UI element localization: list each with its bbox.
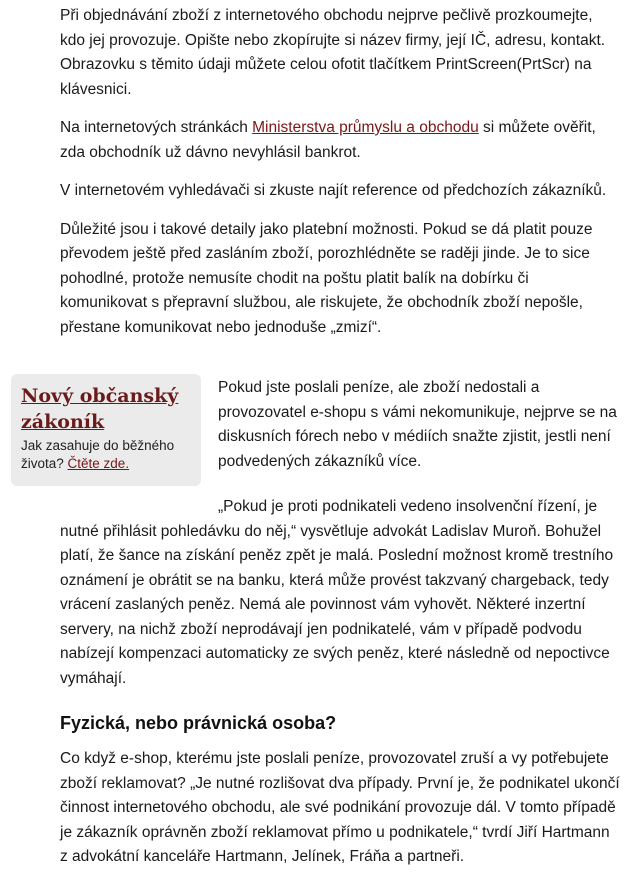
paragraph-ministry <box>60 116 620 165</box>
article-lower <box>60 495 620 884</box>
article-upper <box>60 0 620 354</box>
paragraph-references: V internetovém vyhledávači si zkuste najít reference od předchozích zákazníků. <box>60 182 607 199</box>
paragraph-forums: Pokud jste poslali peníze, ale zboží nedostali a provozovatel e-shopu s vámi nekomunikuje, nejprve se na diskusních fórech nebo v médiích snažte zjistit, jestli není podvedených zákazníků více. <box>218 379 617 470</box>
paragraph-ministry-after: si můžete ověřit, zda obchodník už dávno nevyhlásil bankrot. <box>60 119 596 161</box>
read-here-link[interactable]: Čtěte zde. <box>67 456 130 471</box>
section-heading: Fyzická, nebo právnická osoba? <box>60 713 337 733</box>
ministry-link[interactable]: Ministerstva průmyslu a obchodu <box>252 119 479 136</box>
civil-code-teaser-text: Jak zasahuje do běžného života? <box>21 438 175 471</box>
civil-code-teaser <box>21 437 191 473</box>
paragraph-insolvency: „Pokud je proti podnikateli vedeno insolvenční řízení, je nutné přihlásit pohledávku do něj,“ vysvětluje advokát Ladislav Muroň. Bohužel platí, že šance na získání peněz zpět je malá. Poslední možnost kromě trestního oznámení je obrátit se na banku, která může provést takzvaný chargeback, tedy vrácení zaslaných peněz. Nemá ale povinnost vám vyhovět. Některé inzertní servery, na nichž zboží neprodávají jen podnikatelé, vám v případě podvodu nabízejí kompenzaci automaticky ze svých peněz, které následně od nepoctivce vymáhají. <box>60 498 614 687</box>
paragraph-eshop-closed: Co když e-shop, kterému jste poslali peníze, provozovatel zruší a vy potřebujete zboží reklamovat? „Je nutné rozlišovat dva případy. První je, že podnikatel ukončí činnost internetového obchodu, ale své podnikání provozuje dál. V tomto případě je zákazník oprávněn zboží reklamovat přímo u podnikatele,“ tvrdí Jiří Hartmann z advokátní kanceláře Hartmann, Jelínek, Fráňa a partneři. <box>60 750 620 865</box>
civil-code-promo-box <box>11 374 201 486</box>
paragraph-seller-check: Při objednávání zboží z internetového obchodu nejprve pečlivě prozkoumejte, kdo jej provozuje. Opište nebo zkopírujte si název firmy, její IČ, adresu, kontakt. Obrazovku s těmito údaji můžete celou ofotit tlačítkem PrintScreen(PrtScr) na klávesnici. <box>60 7 606 98</box>
civil-code-title-link[interactable]: Nový občanský zákoník <box>21 385 179 433</box>
paragraph-payment: Důležité jsou i takové detaily jako platební možnosti. Pokud se dá platit pouze převodem ještě před zasláním zboží, porozhlédněte se raději jinde. Je to sice pohodlné, protože nemusíte chodit na poštu platit balík na dobírku či komunikovat s přepravní službou, ale riskujete, že obchodník zboží nepošle, přestane komunikovat nebo jednoduše „zmizí“. <box>60 220 593 336</box>
paragraph-ministry-before: Na internetových stránkách <box>60 119 253 136</box>
